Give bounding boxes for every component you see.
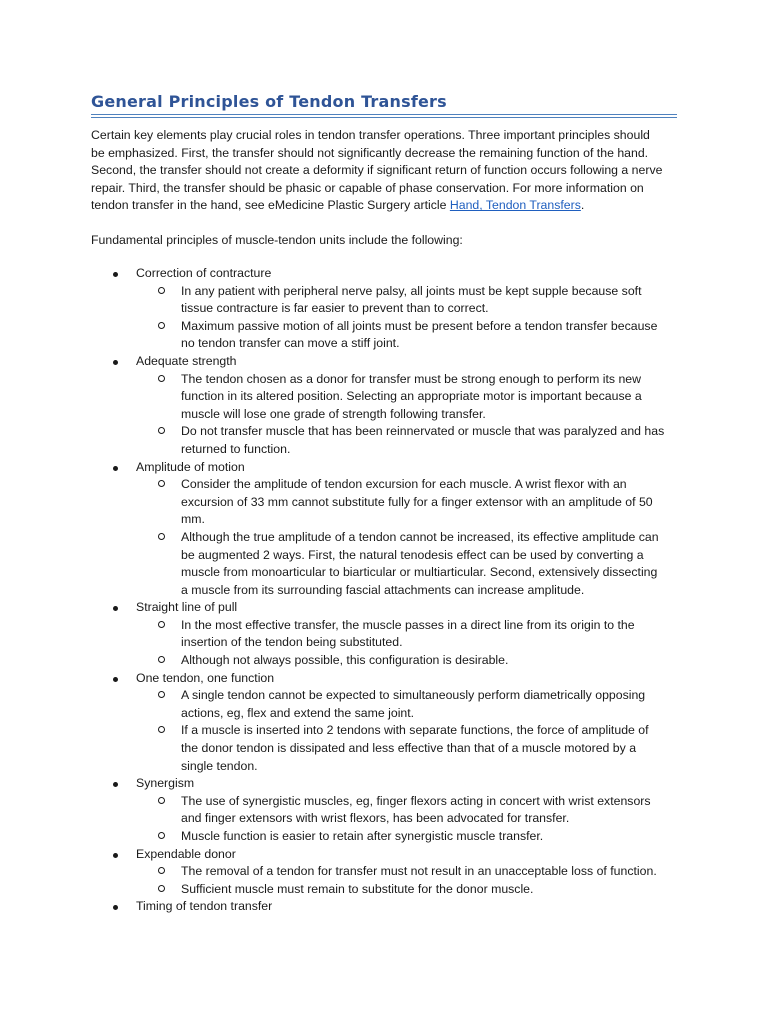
- hollow-bullet-icon: [158, 322, 165, 329]
- sub-list-item: [0, 617, 768, 652]
- sub-list-item-text: [0, 793, 768, 828]
- list-item-label: Synergism: [136, 776, 195, 791]
- bullet-icon: [113, 360, 118, 365]
- sub-list-item-text: [0, 863, 768, 881]
- hand-tendon-transfers-link[interactable]: Hand, Tendon Transfers: [449, 198, 581, 213]
- list-item-label: Expendable donor: [136, 846, 236, 861]
- intro-line: Second, the transfer should not create a deformity if significant return of function occurs following a nerve: [91, 163, 663, 178]
- text-line: A single tendon cannot be expected to simultaneously perform diametrically opposing: [181, 688, 646, 703]
- text-line: be augmented 2 ways. First, the natural tenodesis effect can be used by converting a: [181, 547, 644, 562]
- list-item: [0, 898, 768, 916]
- sub-list-item-text: [0, 529, 768, 599]
- title-underline-secondary: [91, 117, 677, 118]
- sub-list-item-text: [0, 652, 768, 670]
- text-line: function in its altered position. Selecting an appropriate motor is important because a: [181, 389, 642, 404]
- hollow-bullet-icon: [158, 885, 165, 892]
- sub-list-item: [0, 793, 768, 828]
- text-line: Sufficient muscle must remain to substitute for the donor muscle.: [181, 881, 534, 896]
- list-item-label: One tendon, one function: [136, 670, 275, 685]
- hollow-bullet-icon: [158, 375, 165, 382]
- sub-list-item: [0, 423, 768, 458]
- text-line: The tendon chosen as a donor for transfer must be strong enough to perform its new: [181, 371, 642, 386]
- sub-list-item: [0, 371, 768, 424]
- intro-last-line-prefix: tendon transfer in the hand, see eMedicine Plastic Surgery article: [91, 198, 450, 213]
- text-line: Do not transfer muscle that has been reinnervated or muscle that was paralyzed and has: [181, 424, 665, 439]
- sub-list-item: [0, 283, 768, 318]
- sub-list-item: [0, 687, 768, 722]
- bullet-icon: [113, 853, 118, 858]
- list-item-label: Amplitude of motion: [136, 459, 245, 474]
- list-item-label: Straight line of pull: [136, 600, 238, 615]
- intro-paragraph: [91, 127, 691, 215]
- sub-list-item: [0, 652, 768, 670]
- sub-list-item-text: [0, 423, 768, 458]
- list-item: [0, 265, 768, 353]
- list-item: [0, 846, 768, 899]
- sub-list-item-text: [0, 371, 768, 424]
- text-line: excursion of 33 mm cannot substitute fully for a finger extensor with an amplitude of 50: [181, 494, 653, 509]
- list-item: [0, 353, 768, 459]
- bullet-icon: [113, 677, 118, 682]
- text-line: Maximum passive motion of all joints must be present before a tendon transfer because: [181, 318, 658, 333]
- sub-list-item-text: [0, 722, 768, 775]
- text-line: Muscle function is easier to retain after synergistic muscle transfer.: [181, 829, 544, 843]
- text-line: Although not always possible, this configuration is desirable.: [181, 653, 509, 668]
- sub-list-item: [0, 529, 768, 599]
- text-line: returned to function.: [181, 441, 291, 456]
- text-line: muscle from monoarticular to biarticular or multiarticular. Second, extensively dissecting: [181, 565, 658, 580]
- hollow-bullet-icon: [158, 832, 165, 839]
- text-line: In the most effective transfer, the muscle passes in a direct line from its origin to the: [181, 617, 635, 632]
- list-item-label: Correction of contracture: [136, 266, 272, 280]
- sub-list-item-text: [0, 617, 768, 652]
- sub-list-item-text: [0, 283, 768, 318]
- sub-list-item-text: [0, 828, 768, 846]
- hollow-bullet-icon: [158, 621, 165, 628]
- text-line: The use of synergistic muscles, eg, finger flexors acting in concert with wrist extensors: [181, 793, 651, 808]
- list-item: [0, 459, 768, 600]
- text-line: single tendon.: [181, 758, 258, 773]
- text-line: and finger extensors with wrist flexors, has been advocated for transfer.: [181, 811, 570, 826]
- text-line: actions, eg, flex and extend the same joint.: [181, 705, 415, 720]
- title-underline: [91, 114, 677, 115]
- list-item-label: Adequate strength: [136, 353, 237, 368]
- sub-list-item: [0, 863, 768, 881]
- list-item: [0, 670, 768, 776]
- text-line: In any patient with peripheral nerve palsy, all joints must be kept supple because soft: [181, 283, 642, 298]
- sub-list-item: [0, 828, 768, 846]
- text-line: The removal of a tendon for transfer must not result in an unacceptable loss of function.: [181, 864, 657, 879]
- intro-last-line-suffix: .: [580, 198, 585, 213]
- text-line: insertion of the tendon being substituted.: [181, 635, 403, 650]
- list-item: [0, 599, 768, 669]
- list-intro-paragraph: Fundamental principles of muscle-tendon units include the following:: [91, 233, 463, 247]
- sub-list-item: [0, 722, 768, 775]
- sub-list-item-text: [0, 881, 768, 899]
- text-line: Although the true amplitude of a tendon cannot be increased, its effective amplitude can: [181, 529, 659, 544]
- principles-list: [0, 265, 768, 916]
- hollow-bullet-icon: [158, 287, 165, 294]
- text-line: the donor tendon is dissipated and less effective than that of a muscle motored by a: [181, 741, 637, 756]
- sub-list-item-text: [0, 687, 768, 722]
- text-line: tissue contracture is far easier to prevent than to correct.: [181, 301, 489, 316]
- text-line: mm.: [181, 512, 205, 527]
- bullet-icon: [113, 466, 118, 471]
- text-line: a muscle from its surrounding fascial attachments can increase amplitude.: [181, 582, 585, 597]
- intro-line: be emphasized. First, the transfer should not significantly decrease the remaining function of the hand.: [91, 145, 649, 160]
- text-line: no tendon transfer can move a stiff joint.: [181, 336, 400, 351]
- bullet-icon: [113, 272, 118, 277]
- sub-list-item: [0, 318, 768, 353]
- text-line: Consider the amplitude of tendon excursion for each muscle. A wrist flexor with an: [181, 477, 627, 492]
- text-line: muscle will lose one grade of strength following transfer.: [181, 406, 486, 421]
- hollow-bullet-icon: [158, 656, 165, 663]
- list-item-label: Timing of tendon transfer: [136, 899, 273, 914]
- text-line: If a muscle is inserted into 2 tendons with separate functions, the force of amplitude of: [181, 723, 649, 738]
- intro-last-line: [91, 197, 691, 215]
- intro-line: repair. Third, the transfer should be phasic or capable of phase conservation. For more information on: [91, 180, 644, 195]
- sub-list-item: [0, 881, 768, 899]
- intro-line: Certain key elements play crucial roles in tendon transfer operations. Three important principles should: [91, 128, 650, 142]
- sub-list-item: [0, 476, 768, 529]
- hollow-bullet-icon: [158, 797, 165, 804]
- sub-list-item-text: [0, 476, 768, 529]
- page-title: General Principles of Tendon Transfers: [91, 92, 447, 111]
- hollow-bullet-icon: [158, 533, 165, 540]
- list-item: [0, 775, 768, 845]
- sub-list-item-text: [0, 318, 768, 353]
